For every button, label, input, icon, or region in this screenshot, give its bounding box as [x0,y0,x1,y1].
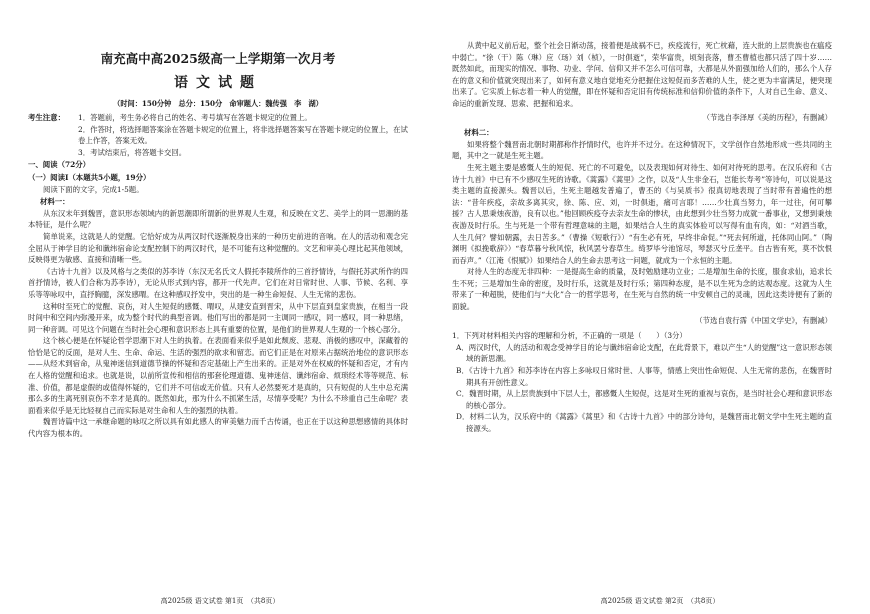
left-page [28,40,408,588]
right-page [452,40,832,588]
option-d: D．材料二认为，汉乐府中的《蒿露》《蒿里》和《古诗十九首》中的部分诗句，是魏晋南北朝文学中生死主题的直接源头。 [456,412,832,433]
subsection-title: （一）阅读Ⅰ（本题共5小题，19分） [28,172,151,182]
material2-label: 材料二： [464,128,494,138]
footer-right: 高2025级 语文试卷 第2页 （共8页） [600,597,720,605]
notice-label: 考生注意： [28,113,65,122]
material2-paragraph: 对待人生的态度无非四种：一是提高生命的质量，及时勉励建功立业；二是增加生命的长度，服食求仙，追求长生不死；三是增加生命的密度，及时行乐，这就是及时行乐；第四种态度，是不以生死为念的达观态度。这就为人生带来了一种超脱，使他们与“大化”合一的哲学思考，在生死与自然的统一中安顿自己的灵魂，因此这类诗便有了新的面貌。 [452,267,832,312]
material1-label: 材料一： [40,197,70,207]
material2-paragraph: 生死主题主要是感慨人生的短促、死亡的不可避免，以及表现如何对待生、如何对待死的思考。在汉乐府和《古诗十九首》中已有不少感叹生死的诗歌。《蒿露》《蒿里》之作，以及“人生非金石，岂能长寿考”等诗句，可以说是这类主题的直接源头。魏晋以后，生死主题越发普遍了，曹丕的《与吴质书》很真切地表现了当时带有普遍性的想法：“昔年疾疫，亲故多离其灾，徐、陈、应、刘，一时俱逝，痛可言耶！……少壮真当努力，年一过往，何可攀援？古人思秉烛夜游，良有以也。”他回顾疾疫夺去亲友生命的惨状，由此想到少壮当努力成就一番事业，又想到秉烛夜游及时行乐。生与死是一个带有哲理意味的主题，如果结合人生的真实体验可以写得有血有肉，如：“对酒当歌，人生几何？譬如朝露，去日苦多。”（曹操《短歌行》）“有生必有死，早终非命促。”“死去何所道，托体同山阿。”（陶渊明《拟挽歌辞》）“春草暮兮秋风惊，秋风罢兮春草生。绮罗毕兮池馆尽，琴瑟灭兮丘垄平。自古皆有死，莫不饮恨而吞声。”（江淹《恨赋》）如果结合人的生命去思考这一问题，就成为一个永恒的主题。 [452,162,832,265]
material1-paragraph: 《古诗十九首》以及风格与之类似的苏李诗（东汉无名氏文人假托李陵所作的三首抒情诗，与假托苏武所作的四首抒情诗，被人们合称为苏李诗），无论从形式到内容，都开一代先声。它们在对日常时世、人事、节候、名利、享乐等等咏叹中，直抒胸臆，深发感喟。在这种感叹抒发中，突出的是一种生命短促、人生无常的悲伤。 [28,266,408,299]
material1-paragraph: 从东汉末年到魏晋，意识形态领域内的新思潮即所谓新的世界观人生观，和反映在文艺、美学上的同一思潮的基本特征，是什么呢？ [28,208,408,230]
material1-paragraph: 简单说来，这就是人的觉醒。它恰好成为从两汉时代逐渐脱身出来的一种历史前进的音响。在人的活动和观念完全屈从于神学目的论和谶纬宿命论支配控制下的两汉时代，是不可能有这种觉醒的。文艺和审美心理比起其他领域，反映得更为敏感、直接和清晰一些。 [28,231,408,265]
option-c: C．魏晋时期，从上层贵族到中下层人士，都感慨人生短促，这是对生死的重视与哀伤，是当时社会心理和意识形态的核心部分。 [456,389,832,410]
option-a: A．两汉时代，人的活动和观念受神学目的论与谶纬宿命论支配，在此背景下，难以产生“人的觉醒”这一意识形态领域的新思潮。 [456,342,832,364]
source-citation-1: （节选自李泽厚《美的历程》，有删减） [702,112,832,122]
exam-title: 南充高中高2025级高一上学期第一次月考 [100,51,336,66]
question-1: 1．下列对材料相关内容的理解和分析，不正确的一项是（ ）（3分） [452,331,687,341]
notice-item-1: 1．答题前，考生务必将自己的姓名、考号填写在答题卡规定的位置上。 [78,113,312,122]
material2-paragraph: 如果将整个魏晋南北朝时期都称作抒情时代，也许并不过分。在这种情况下，文学创作自然地形成一些共同的主题，其中之一就是生死主题。 [452,139,832,161]
exam-meta: （时间：150分钟 总分：150分 命审题人：魏传强 李 湖） [113,99,323,108]
material1-paragraph: 这个核心便是在怀疑论哲学思潮下对人生的执着。在表面看来似乎是如此颓废、悲观、消极的感叹中，深藏着的恰恰是它的反面，是对人生、生命、命运、生活的强烈的欲求和留恋。而它们正是在对原来占据统治地位的意识形态——从经术到宿命，从鬼神迷信到道德节操的怀疑和否定基础上产生出来的。正是对外在权威的怀疑和否定，才有内在人格的觉醒和追求。也就是说，以前所宣传和相信的那套伦理道德、鬼神迷信、谶纬宿命、烦琐经术等等规范、标准、价值，都是虚假的或值得怀疑的，它们并不可信或无价值。只有人必然要死才是真的，只有短促的人生中总充满那么多的生离死别哀伤不幸才是真的。既然如此，那为什么不抓紧生活，尽情享受呢？为什么不珍重自己生命呢？表面看来似乎是无比轻视自己而实际是对生命和人生的强烈的执着。 [28,336,408,415]
material1-paragraph: 这种时至死亡的觉醒、哀伤，对人生短促的感慨、喟叹，从建安直到晋宋，从中下层直到皇家贵族，在相当一段时间中和空间内弥漫开来，成为整个时代的典型音调。他们写出的都是同一主调同一感叹，同一感叹，同一种思绪，同一种音调。可见这个问题在当时社会心理和意识形态上具有重要的位置，是他们的世界观人生观的一个核心部分。 [28,301,408,334]
intro-paragraph: 从黄中起义前后起，整个社会日渐动荡，接着便是战祸不已，疾疫流行，死亡枕藉，连大批的上层贵族也在瘟疫中弱亡。“徐（干）陈（琳）应（玚）刘（桢），一时俱逝”，荣华富贵，顷刻丧落，曹丕曹植也都只活了四十岁……既然如此，而现实的情况、事物、功业、学问、信仰又并不怎么可信可靠，大都是从外面强加给人们的，那么个人存在的意义和价值就突现出来了，如何有意义地自觉地充分把握住这短促而多苦难的人生，使之更为丰富满足，便突现出来了。它实质上标志着一种人的觉醒，即在怀疑和否定旧有传统标准和信仰价值的条件下，人对自己生命、意义、命运的重新发现、思索、把握和追求。 [452,41,832,108]
material1-paragraph: 魏晋诗篇中这一承继命题的咏叹之所以具有如此感人的审美魅力而千古传诵，也正在于以这种思想感情的具体时代内容为根本的。 [28,417,408,439]
notice-item-2: 2．作答时，将选择题答案涂在答题卡规定的位置上，将非选择题答案写在答题卡规定的位置上，在试卷上作答，答案无效。 [78,124,408,146]
subject-title: 语文试题 [174,75,262,91]
source-citation-2: （节选自袁行霈《中国文学史》，有删减） [695,315,832,325]
option-b: B．《古诗十九首》和苏李诗在内容上多咏叹日常时世、人事等，情感上突出性命短促、人生无常的悲伤，在魏晋时期具有开创性意义。 [456,366,832,387]
section-title: 一、阅读（72分） [28,160,91,170]
notice-item-3: 3．考试结束后，将答题卡交回。 [78,147,187,157]
notice-block [28,112,408,124]
instruction: 阅读下面的文字，完成1-5题。 [43,184,144,194]
footer-left: 高2025级 语文试卷 第1页 （共8页） [160,597,280,605]
